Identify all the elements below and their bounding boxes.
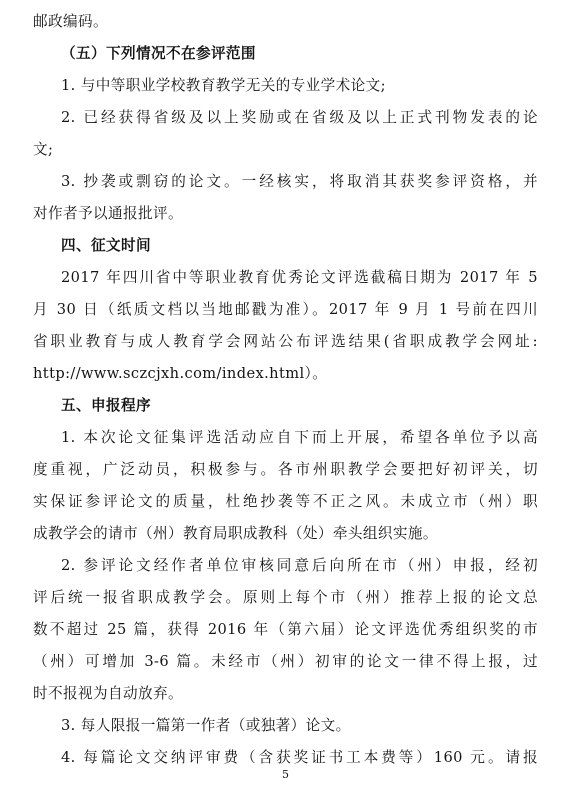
- text-line: 邮政编码。: [33, 13, 108, 30]
- text-line: 文;: [33, 141, 54, 158]
- section-heading: 四、征文时间: [61, 237, 151, 254]
- text-line: 4. 每篇论文交纳评审费（含获奖证书工本费等）160 元。请报: [61, 749, 538, 766]
- section-heading: （五）下列情况不在参评范围: [61, 45, 256, 62]
- text-line: 数不超过 25 篇，获得 2016 年（第六届）论文评选优秀组织奖的市: [33, 621, 538, 638]
- url-line: http://www.sczcjxh.com/index.html）。: [33, 365, 328, 382]
- text-line: 2. 已经获得省级及以上奖励或在省级及以上正式刊物发表的论: [61, 109, 538, 126]
- text-line: 2. 参评论文经作者单位审核同意后向所在市（州）申报，经初: [61, 557, 538, 574]
- text-line: 时不报视为自动放弃。: [33, 685, 183, 702]
- text-line: 对作者予以通报批评。: [33, 205, 183, 222]
- text-line: 3. 抄袭或剽窃的论文。一经核实，将取消其获奖参评资格，并: [61, 173, 538, 190]
- text-line: 2017 年四川省中等职业教育优秀论文评选截稿日期为 2017 年 5: [61, 269, 538, 286]
- page-number: 5: [282, 768, 289, 781]
- text-line: 月 30 日（纸质文档以当地邮戳为准）。2017 年 9 月 1 号前在四川: [33, 301, 538, 318]
- text-line: 1. 本次论文征集评选活动应自下而上开展，希望各单位予以高: [61, 429, 538, 446]
- text-line: 成教学会的请市（州）教育局职成教科（处）牵头组织实施。: [33, 525, 438, 542]
- section-heading: 五、申报程序: [61, 397, 151, 414]
- text-line: 省职业教育与成人教育学会网站公布评选结果(省职成教学会网址:: [33, 333, 538, 350]
- text-line: 度重视，广泛动员，积极参与。各市州职教学会要把好初评关，切: [33, 461, 538, 478]
- text-line: 3. 每人限报一篇第一作者（或独著）论文。: [61, 717, 351, 734]
- text-line: 1. 与中等职业学校教育教学无关的专业学术论文;: [61, 77, 386, 94]
- text-line: 实保证参评论文的质量，杜绝抄袭等不正之风。未成立市（州）职: [33, 493, 538, 510]
- text-line: （州）可增加 3-6 篇。未经市（州）初审的论文一律不得上报，过: [33, 653, 538, 670]
- text-line: 评后统一报省职成教学会。原则上每个市（州）推荐上报的论文总: [33, 589, 538, 606]
